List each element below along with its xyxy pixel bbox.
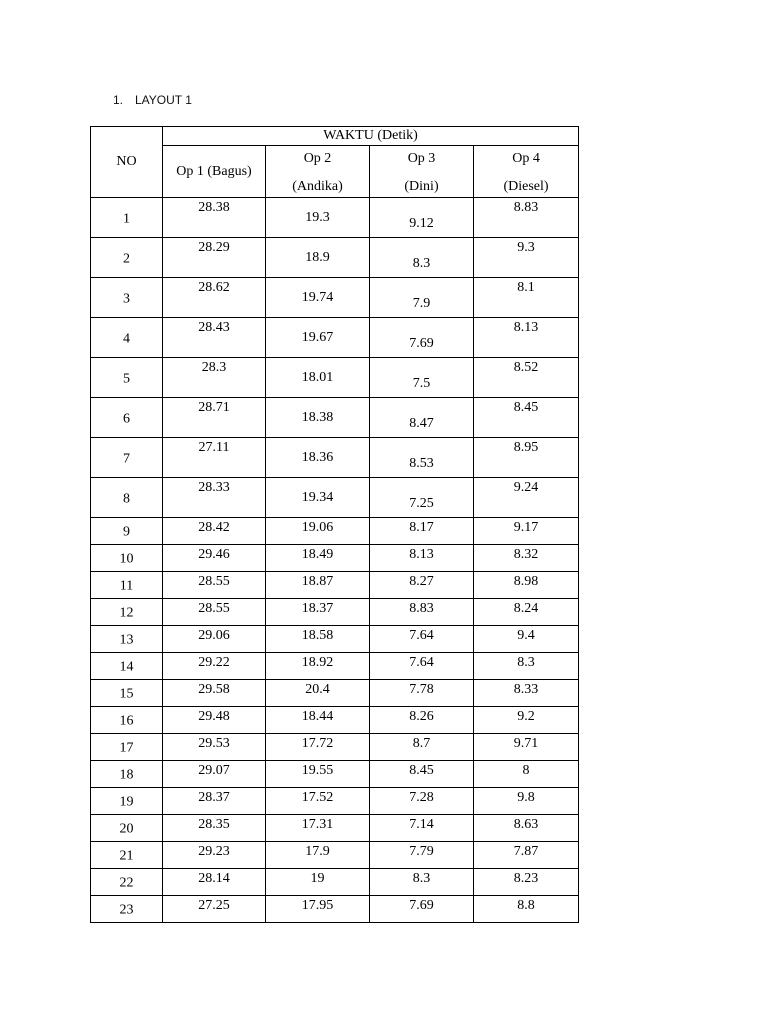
time-cell-op2 <box>266 734 370 761</box>
time-value: 29.23 <box>198 844 230 859</box>
table-row <box>91 599 579 626</box>
table-row <box>91 545 579 572</box>
time-cell-op3 <box>370 653 474 680</box>
time-value: 29.22 <box>198 655 230 670</box>
time-value: 19.3 <box>305 209 330 225</box>
time-cell-op1 <box>163 518 266 545</box>
column-header-op4 <box>474 146 579 198</box>
time-cell-op4 <box>474 653 579 680</box>
column-header-op3-line1: Op 3 <box>407 150 436 166</box>
time-cell-op1 <box>163 278 266 318</box>
time-value: 9.8 <box>517 790 535 805</box>
group-header-waktu: WAKTU (Detik) <box>163 127 579 146</box>
time-value: 8.3 <box>412 871 431 886</box>
time-value: 8.7 <box>412 736 431 751</box>
time-cell-op3 <box>370 358 474 398</box>
time-value: 8.3 <box>517 655 535 670</box>
time-cell-op2 <box>266 198 370 238</box>
section-title: LAYOUT 1 <box>135 93 192 107</box>
row-number-cell <box>91 478 163 518</box>
time-cell-op3 <box>370 198 474 238</box>
time-value: 17.95 <box>301 898 334 913</box>
row-number: 17 <box>119 740 134 756</box>
column-header-op2 <box>266 146 370 198</box>
row-number-cell <box>91 653 163 680</box>
time-value: 28.29 <box>198 240 230 255</box>
time-value: 8.47 <box>409 416 434 431</box>
table-row <box>91 238 579 278</box>
time-value: 19.06 <box>301 520 334 535</box>
time-cell-op2 <box>266 238 370 278</box>
time-value: 8.52 <box>513 360 539 375</box>
section-number: 1. <box>113 93 124 107</box>
row-number: 15 <box>119 686 134 702</box>
time-cell-op4 <box>474 398 579 438</box>
row-number-cell <box>91 398 163 438</box>
time-cell-op1 <box>163 198 266 238</box>
time-value: 9.17 <box>513 520 539 535</box>
time-cell-op4 <box>474 478 579 518</box>
time-value: 7.64 <box>409 628 434 643</box>
row-number: 4 <box>123 331 130 347</box>
table-row <box>91 734 579 761</box>
time-value: 28.3 <box>201 360 227 375</box>
row-number: 20 <box>119 821 134 837</box>
time-value: 17.31 <box>301 817 334 832</box>
time-cell-op3 <box>370 438 474 478</box>
row-number-cell <box>91 278 163 318</box>
row-number: 13 <box>119 632 134 648</box>
time-cell-op4 <box>474 238 579 278</box>
time-cell-op2 <box>266 478 370 518</box>
time-cell-op4 <box>474 358 579 398</box>
time-value: 8.45 <box>409 763 434 778</box>
time-value: 9.3 <box>517 240 535 255</box>
table-row <box>91 398 579 438</box>
time-value: 18.92 <box>301 655 334 670</box>
time-value: 27.11 <box>198 440 230 455</box>
time-cell-op1 <box>163 398 266 438</box>
time-value: 29.53 <box>198 736 230 751</box>
time-value: 18.58 <box>301 628 334 643</box>
table-row <box>91 680 579 707</box>
table-row <box>91 478 579 518</box>
table-row <box>91 896 579 923</box>
time-value: 7.79 <box>409 844 434 859</box>
time-value: 17.72 <box>301 736 334 751</box>
time-cell-op3 <box>370 788 474 815</box>
time-value: 8.27 <box>409 574 434 589</box>
time-value: 28.55 <box>198 601 230 616</box>
time-cell-op1 <box>163 788 266 815</box>
time-value: 8.95 <box>513 440 539 455</box>
time-value: 27.25 <box>198 898 230 913</box>
time-cell-op3 <box>370 318 474 358</box>
time-cell-op2 <box>266 626 370 653</box>
time-value: 9.4 <box>517 628 535 643</box>
time-cell-op2 <box>266 842 370 869</box>
table-row <box>91 518 579 545</box>
time-cell-op3 <box>370 842 474 869</box>
time-cell-op4 <box>474 680 579 707</box>
time-value: 18.36 <box>301 449 334 465</box>
row-number: 3 <box>123 291 130 307</box>
time-cell-op1 <box>163 815 266 842</box>
time-value: 18.49 <box>301 547 334 562</box>
row-number-cell <box>91 238 163 278</box>
time-value: 7.9 <box>412 296 431 311</box>
time-value: 18.37 <box>301 601 334 616</box>
time-value: 19.67 <box>301 329 334 345</box>
time-cell-op3 <box>370 680 474 707</box>
time-value: 8.45 <box>513 400 539 415</box>
row-number-cell <box>91 518 163 545</box>
table-row <box>91 572 579 599</box>
time-value: 29.07 <box>198 763 230 778</box>
time-cell-op2 <box>266 278 370 318</box>
table-row <box>91 626 579 653</box>
row-number: 1 <box>123 211 130 227</box>
time-value: 8.3 <box>412 256 431 271</box>
time-cell-op3 <box>370 278 474 318</box>
time-cell-op1 <box>163 896 266 923</box>
table-row <box>91 278 579 318</box>
column-header-op4-line2: (Diesel) <box>503 178 549 194</box>
time-value: 7.5 <box>412 376 431 391</box>
time-value: 8.8 <box>517 898 535 913</box>
row-number-cell <box>91 318 163 358</box>
waktu-table <box>90 126 579 923</box>
time-cell-op3 <box>370 869 474 896</box>
row-number-cell <box>91 545 163 572</box>
row-number: 21 <box>119 848 134 864</box>
time-cell-op1 <box>163 734 266 761</box>
row-number-cell <box>91 788 163 815</box>
table-subheader-row <box>91 146 579 198</box>
time-cell-op4 <box>474 518 579 545</box>
time-cell-op3 <box>370 398 474 438</box>
time-value: 18.87 <box>301 574 334 589</box>
column-header-op3-line2: (Dini) <box>404 178 439 194</box>
time-cell-op4 <box>474 318 579 358</box>
time-cell-op4 <box>474 626 579 653</box>
row-number: 23 <box>119 902 134 918</box>
row-number-cell <box>91 707 163 734</box>
time-cell-op1 <box>163 478 266 518</box>
time-value: 28.33 <box>198 480 230 495</box>
column-header-op2-line1: Op 2 <box>303 150 332 166</box>
time-value: 7.87 <box>513 844 539 859</box>
time-cell-op4 <box>474 198 579 238</box>
table-row <box>91 788 579 815</box>
time-cell-op2 <box>266 761 370 788</box>
time-value: 28.62 <box>198 280 230 295</box>
time-cell-op2 <box>266 358 370 398</box>
time-cell-op3 <box>370 599 474 626</box>
table-row <box>91 653 579 680</box>
time-value: 7.64 <box>409 655 434 670</box>
time-cell-op1 <box>163 572 266 599</box>
time-cell-op2 <box>266 518 370 545</box>
table-header-row <box>91 127 579 146</box>
time-value: 28.71 <box>198 400 230 415</box>
time-value: 8.13 <box>513 320 539 335</box>
time-cell-op3 <box>370 734 474 761</box>
time-cell-op4 <box>474 734 579 761</box>
time-value: 18.9 <box>305 249 330 265</box>
time-cell-op4 <box>474 438 579 478</box>
time-cell-op1 <box>163 653 266 680</box>
time-cell-op1 <box>163 626 266 653</box>
time-value: 8.33 <box>513 682 539 697</box>
row-number: 19 <box>119 794 134 810</box>
time-cell-op1 <box>163 358 266 398</box>
time-value: 9.2 <box>517 709 535 724</box>
time-cell-op1 <box>163 707 266 734</box>
time-cell-op4 <box>474 278 579 318</box>
time-cell-op4 <box>474 815 579 842</box>
time-value: 28.55 <box>198 574 230 589</box>
time-cell-op4 <box>474 869 579 896</box>
row-number: 16 <box>119 713 134 729</box>
time-cell-op2 <box>266 896 370 923</box>
time-cell-op4 <box>474 545 579 572</box>
row-number-cell <box>91 599 163 626</box>
time-value: 29.58 <box>198 682 230 697</box>
time-cell-op2 <box>266 653 370 680</box>
time-value: 19.55 <box>301 763 334 778</box>
time-value: 8.26 <box>409 709 434 724</box>
time-cell-op4 <box>474 896 579 923</box>
time-cell-op4 <box>474 707 579 734</box>
time-cell-op2 <box>266 572 370 599</box>
time-cell-op3 <box>370 761 474 788</box>
row-number-cell <box>91 734 163 761</box>
time-value: 28.35 <box>198 817 230 832</box>
time-cell-op1 <box>163 869 266 896</box>
time-value: 19 <box>310 871 325 886</box>
time-cell-op4 <box>474 842 579 869</box>
time-value: 8.23 <box>513 871 539 886</box>
time-value: 8.32 <box>513 547 539 562</box>
table-row <box>91 707 579 734</box>
time-value: 8.83 <box>513 200 539 215</box>
row-number-cell <box>91 869 163 896</box>
row-number: 6 <box>123 411 130 427</box>
table-row <box>91 761 579 788</box>
time-cell-op1 <box>163 318 266 358</box>
time-value: 28.37 <box>198 790 230 805</box>
time-value: 9.12 <box>409 216 434 231</box>
time-cell-op2 <box>266 707 370 734</box>
row-number: 11 <box>119 578 134 594</box>
time-cell-op2 <box>266 438 370 478</box>
time-value: 29.06 <box>198 628 230 643</box>
time-value: 8.1 <box>517 280 535 295</box>
row-number: 9 <box>123 524 130 540</box>
column-header-op4-line1: Op 4 <box>512 150 540 166</box>
row-number-cell <box>91 815 163 842</box>
row-number-cell <box>91 896 163 923</box>
time-cell-op2 <box>266 788 370 815</box>
time-value: 8.17 <box>409 520 434 535</box>
time-value: 7.69 <box>409 898 434 913</box>
column-header-op2-line2: (Andika) <box>292 178 343 194</box>
column-header-op1-label: Op 1 (Bagus) <box>176 163 252 179</box>
time-value: 8.24 <box>513 601 539 616</box>
time-cell-op4 <box>474 761 579 788</box>
time-cell-op2 <box>266 318 370 358</box>
row-number-cell <box>91 572 163 599</box>
time-value: 7.69 <box>409 336 434 351</box>
table-row <box>91 358 579 398</box>
time-cell-op1 <box>163 599 266 626</box>
table-row <box>91 815 579 842</box>
column-header-no: NO <box>91 127 163 198</box>
row-number: 22 <box>119 875 134 891</box>
row-number-cell <box>91 438 163 478</box>
time-cell-op1 <box>163 545 266 572</box>
time-cell-op3 <box>370 707 474 734</box>
time-value: 8.53 <box>409 456 434 471</box>
time-value: 7.28 <box>409 790 434 805</box>
time-cell-op3 <box>370 815 474 842</box>
time-value: 8.83 <box>409 601 434 616</box>
time-value: 18.38 <box>301 409 334 425</box>
time-value: 7.78 <box>409 682 434 697</box>
time-cell-op3 <box>370 478 474 518</box>
time-value: 8 <box>522 763 530 778</box>
time-value: 28.43 <box>198 320 230 335</box>
row-number-cell <box>91 358 163 398</box>
row-number: 5 <box>123 371 130 387</box>
table-row <box>91 842 579 869</box>
row-number: 8 <box>123 491 130 507</box>
time-value: 18.01 <box>301 369 334 385</box>
time-cell-op1 <box>163 680 266 707</box>
row-number: 10 <box>119 551 134 567</box>
time-value: 17.9 <box>305 844 330 859</box>
row-number-cell <box>91 680 163 707</box>
time-value: 9.71 <box>513 736 539 751</box>
time-cell-op1 <box>163 238 266 278</box>
column-header-op1 <box>163 146 266 198</box>
table-row <box>91 869 579 896</box>
time-value: 9.24 <box>513 480 539 495</box>
row-number-cell <box>91 761 163 788</box>
time-cell-op3 <box>370 572 474 599</box>
time-cell-op3 <box>370 626 474 653</box>
time-value: 19.34 <box>301 489 334 505</box>
row-number-cell <box>91 198 163 238</box>
time-value: 8.98 <box>513 574 539 589</box>
time-cell-op3 <box>370 238 474 278</box>
time-value: 17.52 <box>301 790 334 805</box>
row-number: 2 <box>123 251 130 267</box>
time-value: 8.13 <box>409 547 434 562</box>
time-cell-op1 <box>163 438 266 478</box>
time-value: 18.44 <box>301 709 334 724</box>
time-cell-op1 <box>163 842 266 869</box>
time-value: 29.48 <box>198 709 230 724</box>
row-number-cell <box>91 842 163 869</box>
row-number: 7 <box>123 451 130 467</box>
time-cell-op4 <box>474 788 579 815</box>
time-cell-op2 <box>266 680 370 707</box>
section-heading <box>113 93 192 107</box>
time-cell-op2 <box>266 599 370 626</box>
row-number: 14 <box>119 659 134 675</box>
table-row <box>91 438 579 478</box>
time-value: 7.14 <box>409 817 434 832</box>
table-row <box>91 198 579 238</box>
time-cell-op2 <box>266 815 370 842</box>
time-value: 20.4 <box>305 682 330 697</box>
time-cell-op3 <box>370 518 474 545</box>
time-value: 7.25 <box>409 496 434 511</box>
row-number: 18 <box>119 767 134 783</box>
time-value: 8.63 <box>513 817 539 832</box>
time-value: 28.38 <box>198 200 230 215</box>
time-cell-op4 <box>474 572 579 599</box>
time-cell-op2 <box>266 545 370 572</box>
table-row <box>91 318 579 358</box>
row-number: 12 <box>119 605 134 621</box>
row-number-cell <box>91 626 163 653</box>
time-value: 19.74 <box>301 289 334 305</box>
time-value: 28.42 <box>198 520 230 535</box>
time-cell-op4 <box>474 599 579 626</box>
time-value: 29.46 <box>198 547 230 562</box>
time-cell-op2 <box>266 869 370 896</box>
time-value: 28.14 <box>198 871 230 886</box>
time-cell-op1 <box>163 761 266 788</box>
time-cell-op3 <box>370 896 474 923</box>
time-cell-op2 <box>266 398 370 438</box>
column-header-op3 <box>370 146 474 198</box>
time-cell-op3 <box>370 545 474 572</box>
